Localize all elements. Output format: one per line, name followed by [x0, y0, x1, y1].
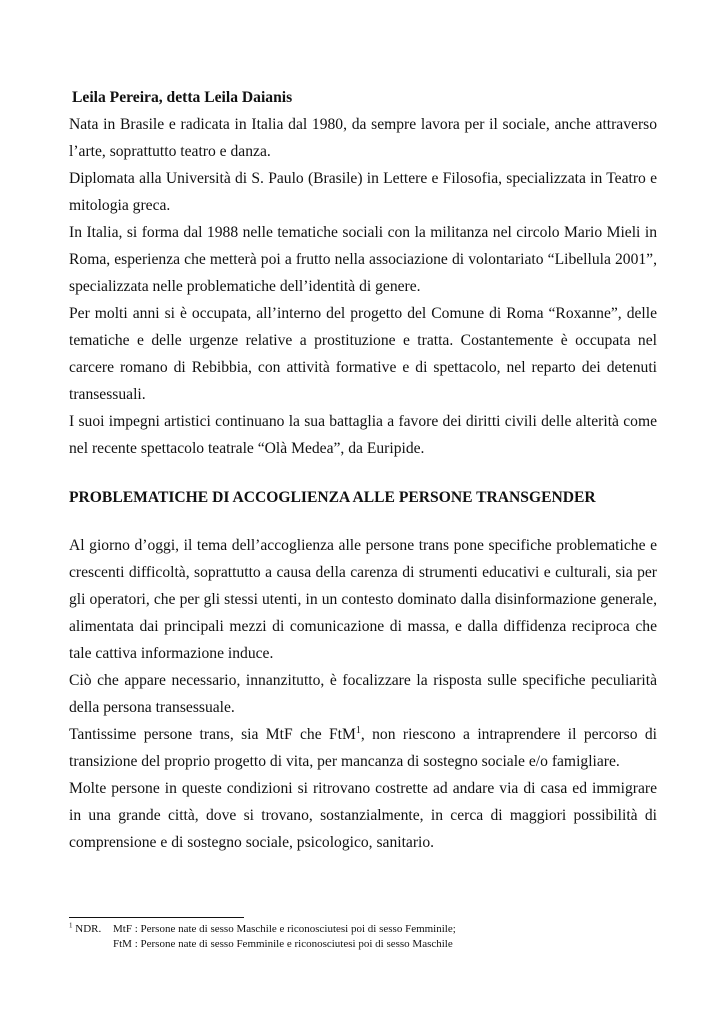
document-body — [69, 84, 657, 856]
bio-paragraph: In Italia, si forma dal 1988 nelle tematiche sociali con la militanza nel circolo Mario Mieli in Roma, esperienza che metterà poi a frutto nella associazione di volontariato “Libellula 2001”, specializzata nelle problematiche dell’identità di genere. — [69, 224, 657, 295]
footnote-line — [69, 937, 669, 952]
footnote-prefix: NDR. — [75, 923, 102, 935]
section-paragraph: Al giorno d’oggi, il tema dell’accoglienza alle persone trans pone specifiche problematiche e crescenti difficoltà, soprattutto a causa della carenza di strumenti educativi e culturali, sia per gli operatori, che per gli stessi utenti, in un contesto dominato dalla disinformazione generale, alimentata dai principali mezzi di comunicazione di massa, e dalla diffidenza reciproca che tale cattiva informazione induce. — [69, 537, 657, 662]
footnote-separator — [69, 917, 244, 918]
footnote-reference[interactable]: 1 — [355, 724, 361, 736]
bio-paragraph: Per molti anni si è occupata, all’interno del progetto del Comune di Roma “Roxanne”, delle tematiche e delle urgenze relative a prostituzione e tratta. Costantemente è occupata nel carcere romano di Rebibbia, con attività formative e di spettacolo, nel reparto dei detenuti transessuali. — [69, 305, 657, 403]
footnote-text: FtM : Persone nate di sesso Femminile e riconosciutesi poi di sesso Maschile — [113, 938, 453, 950]
section-paragraph: Ciò che appare necessario, innanzitutto, è focalizzare la risposta sulle specifiche peculiarità della persona transessuale. — [69, 672, 657, 716]
footnote-marker — [69, 922, 113, 937]
footnote-number: 1 — [69, 921, 73, 930]
section-heading: PROBLEMATICHE DI ACCOGLIENZA ALLE PERSONE TRANSGENDER — [69, 489, 596, 506]
footnote-indent — [69, 937, 113, 952]
footnote-area — [69, 922, 669, 952]
paragraph-text: Tantissime persone trans, sia MtF che FtM — [69, 726, 356, 743]
section-paragraph-with-footnote — [69, 721, 657, 775]
footnote-line — [69, 922, 669, 937]
bio-paragraph: Nata in Brasile e radicata in Italia dal 1980, da sempre lavora per il sociale, anche attraverso l’arte, soprattutto teatro e danza. — [69, 116, 657, 160]
bio-paragraph: Diplomata alla Università di S. Paulo (Brasile) in Lettere e Filosofia, specializzata in Teatro e mitologia greca. — [69, 170, 657, 214]
paragraph-text: , non riescono a intraprendere il percorso di transizione del proprio progetto di vita, per mancanza di sostegno sociale e/o famigliare. — [69, 726, 657, 770]
bio-paragraph: I suoi impegni artistici continuano la sua battaglia a favore dei diritti civili delle alterità come nel recente spettacolo teatrale “Olà Medea”, da Euripide. — [69, 413, 657, 457]
bio-title: Leila Pereira, detta Leila Daianis — [72, 89, 293, 106]
footnote-text: MtF : Persone nate di sesso Maschile e riconosciutesi poi di sesso Femminile; — [113, 923, 456, 935]
section-paragraph: Molte persone in queste condizioni si ritrovano costrette ad andare via di casa ed immigrare in una grande città, dove si trovano, sostanzialmente, in cerca di maggiori possibilità di comprensione e di sostegno sociale, psicologico, sanitario. — [69, 780, 657, 851]
